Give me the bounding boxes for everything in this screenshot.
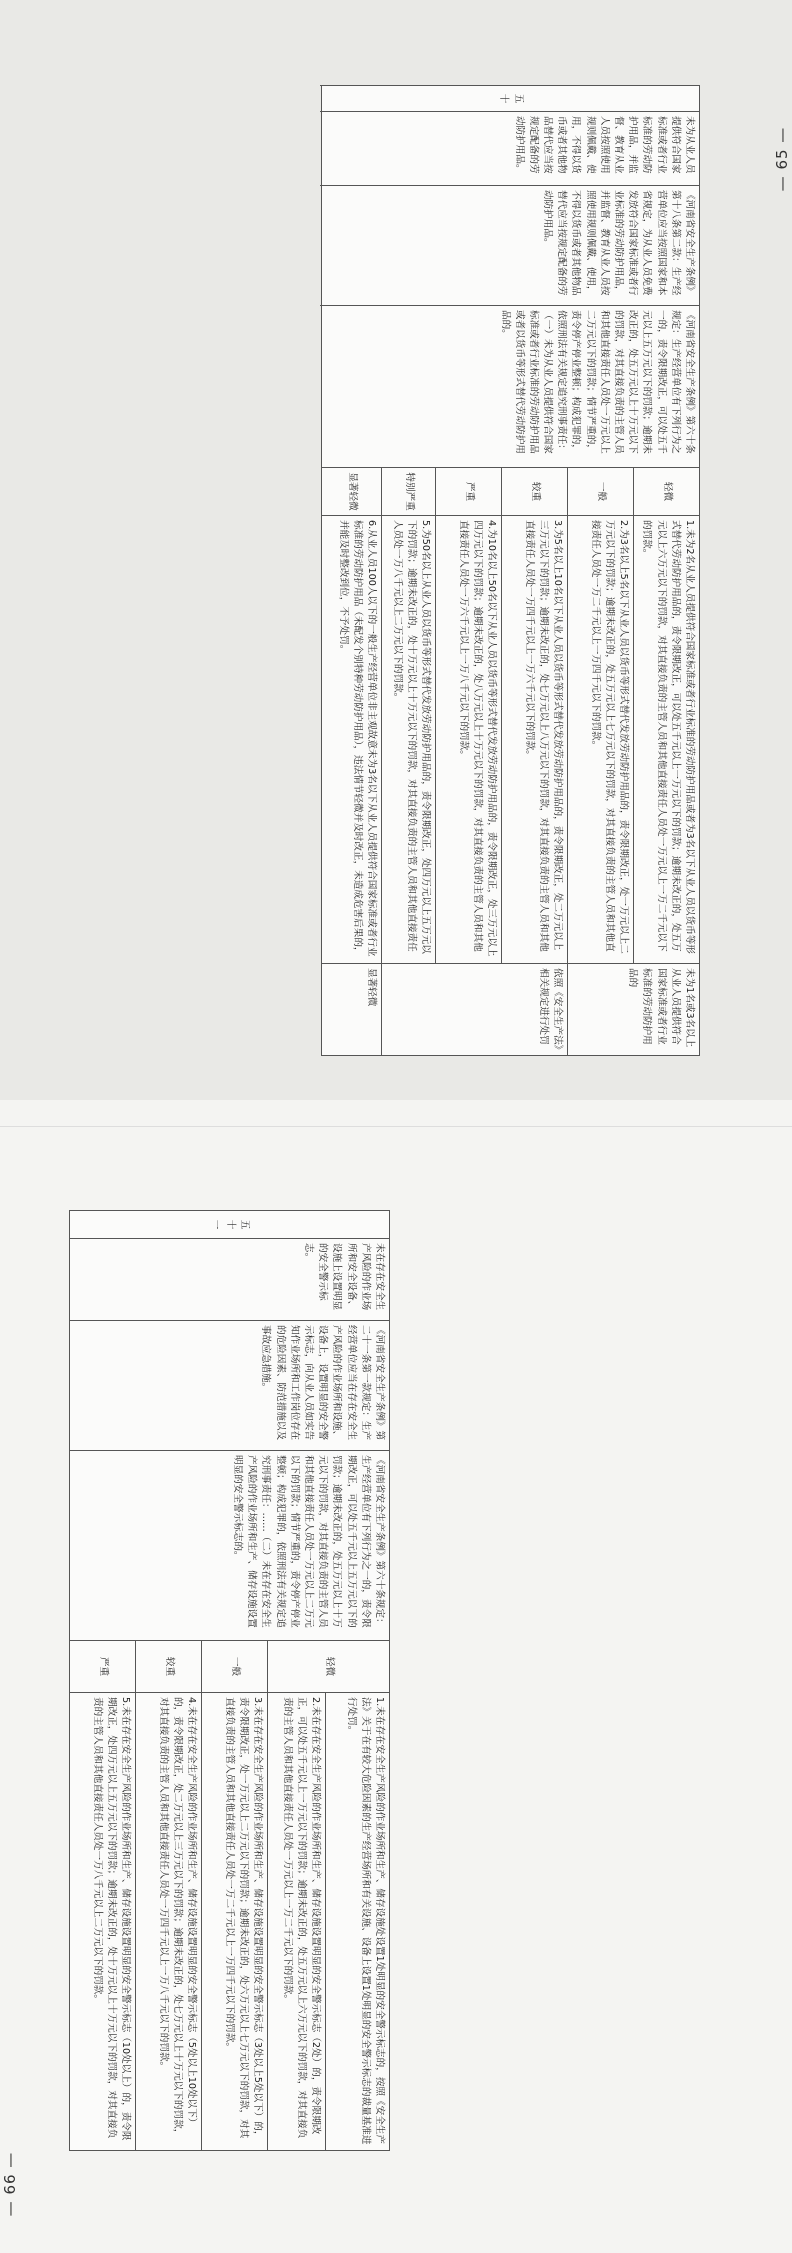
discretion-item-1: 1.未在存在安全生产风险的作业场所和生产、储存设施处设置1处明显的安全警示标志的，按照《安全生产法》关于在有较大危险因素的生产经营场所和有关设施、设备上设置1处明显的安全警示标志的裁量基准进行处罚。: [326, 1693, 390, 2151]
discretion-item-5: 5.未在存在安全生产风险的作业场所和生产、储存设施设置明显的安全警示标志（10处以上）的，责令限期改正，处四万元以上五万元以下的罚款；逾期未改正的，处十万元以上十万元以下的罚款，对其直接负责的主管人员和其他直接责任人员处一万八千元以上二万元以下的罚款。: [70, 1693, 136, 2151]
discretion-item-4: 4.为10名以上50名以下从业人员以货币等形式替代发放劳动防护用品的，责令限期改正，处三万元以上四万元以下的罚款；逾期未改正的，处八万元以上十万元以下的罚款，对其直接负责的主管人员和其他直接责任人员处一万六千元以上一万八千元以下的罚款。: [436, 516, 502, 964]
level-extra-severe: 特别严重: [382, 468, 436, 516]
row-number: 五十一: [70, 1211, 390, 1239]
discretion-item-1: 1.未为2名从业人员提供符合国家标准或者行业标准的劳动防护用品或者为3名以下从业人员以货币等形式替代劳动防护用品的，责令限期改正，可以处五千元以上一万元以下的罚款；逾期未改正的，处五万元以上六万元以下的罚款，对其直接负责的主管人员和其他直接责任人员处一万元以上一万二千元以下的罚款。: [634, 516, 700, 964]
violation-cell: 未为从业人员提供符合国家标准或者行业标准的劳动防护用品，并监督、教育从业人员按照使用规则佩戴、使用，不得以货币或者其他物品替代应当按规定配备的劳动防护用品。: [322, 112, 700, 186]
penalty-basis-cell: 《河南省安全生产条例》第六十条规定：生产经营单位有下列行为之一的，责令限期改正，可以处五千元以上五万元以下的罚款；逾期未改正的，处五万元以上十万元以下的罚款，对其直接负责的主管人员和其他直接责任人员处一万元以上二万元以下的罚款；情节严重的，责令停产停业整顿；构成犯罪的，依照刑法有关规定追究刑事责任：（一）未为从业人员提供符合国家标准或者行业标准的劳动防护用品或者以货币等形式替代劳动防护用品的。: [322, 306, 700, 468]
side-note-3: 显著轻微: [322, 964, 382, 1056]
penalty-table-row-50: [321, 85, 700, 1056]
level-severe: 严重: [70, 1641, 136, 1693]
level-light: 轻微: [268, 1641, 390, 1693]
discretion-item-6: 6.从业人员100人以下的一般生产经营单位非主观故意未为3名以下从业人员提供符合国家标准或者行业标准的劳动防护用品（未配发个别特种劳动防护用品），违法情节轻微并及时改正，未造成危害后果的，并能及时整改到位，不予处罚。: [322, 516, 382, 964]
level-normal: 一般: [202, 1641, 268, 1693]
violation-cell: 未在存在安全生产风险的作业场所和安全设备、设施上设置明显的安全警示标志。: [70, 1239, 390, 1321]
discretion-item-2: 2.为3名以上5名以下从业人员以货币等形式替代发放劳动防护用品的，责令限期改正，处一万元以上二万元以下的罚款；逾期未改正的，处五万元以上七万元以下的罚款，对其直接负责的主管人员和其他直接责任人员处一万二千元以上一万四千元以下的罚款。: [568, 516, 634, 964]
level-obvious-light: 显著轻微: [322, 468, 382, 516]
discretion-item-3: 3.未在存在安全生产风险的作业场所和生产、储存设施设置明显的安全警示标志（3处以上5处以下）的，责令限期改正，处一万元以上二万元以下的罚款；逾期未改正的，处六万元以上七万元以下的罚款，对其直接负责的主管人员和其他直接责任人员处一万二千元以上一万四千元以下的罚款。: [202, 1693, 268, 2151]
penalty-basis-cell: 《河南省安全生产条例》第六十条规定：生产经营单位有下列行为之一的，责令限期改正，可以处五千元以上五万元以下的罚款；逾期未改正的，处五万元以上十万元以下的罚款，对其直接负责的主管人员和其他直接责任人员处一万元以上二万元以下的罚款；情节严重的，责令停产停业整顿；构成犯罪的，依照刑法有关规定追究刑事责任：……（二）未在存在安全生产风险的作业场所和生产、储存设施设置明显的安全警示标志的。: [70, 1451, 390, 1641]
side-note-2: 依照《安全生产法》相关规定进行处罚: [382, 964, 568, 1056]
page-divider: [0, 1126, 792, 1127]
level-severe: 严重: [436, 468, 502, 516]
legal-basis-cell: 《河南省安全生产条例》第十八条第二款：生产经营单位应当按照国家和本省规定，为从业人员免费发放符合国家标准或者行业标准的劳动防护用品，并监督、教育从业人员按照使用规则佩戴、使用，不得以货币或者其他物品替代应当按规定配备的劳动防护用品。: [322, 186, 700, 306]
page-number-65: — 65 —: [773, 126, 791, 192]
legal-basis-cell: 《河南省安全生产条例》第二十一条第一款规定：生产经营单位应当在存在安全生产风险的作业场所和设施、设备上，设置明显的安全警示标志，向从业人员如实告知作业场所和工作岗位存在的危险因素、防范措施以及事故应急措施。: [70, 1321, 390, 1451]
level-heavy: 较重: [136, 1641, 202, 1693]
page-number-66: — 66 —: [1, 2151, 19, 2217]
row-number: 五十: [322, 86, 700, 112]
discretion-item-2: 2.未在存在安全生产风险的作业场所和生产、储存设施设置明显的安全警示标志（2处）的，责令限期改正，可以处五千元以上一万元以下的罚款；逾期未改正的，处五万元以上六万元以下的罚款，对其直接负责的主管人员和其他直接责任人员处一万元以上一万二千元以下的罚款。: [268, 1693, 326, 2151]
side-note-1: 未为1名或3名以上从业人员提供符合国家标准或者行业标准的劳动防护用品的: [568, 964, 700, 1056]
discretion-item-4: 4.未在存在安全生产风险的作业场所和生产、储存设施设置明显的安全警示标志（5处以上10处以下）的，责令限期改正，处二万元以上三万元以下的罚款；逾期未改正的，处七万元以上十万元以下的罚款，对其直接负责的主管人员和其他直接责任人员处一万四千元以上一万八千元以下的罚款。: [136, 1693, 202, 2151]
level-normal: 一般: [568, 468, 634, 516]
discretion-item-3: 3.为5名以上10名以下从业人员以货币等形式替代发放劳动防护用品的，责令限期改正，处二万元以上三万元以下的罚款；逾期未改正的，处七万元以上八万元以下的罚款，对其直接负责的主管人员和其他直接责任人员处一万四千元以上一万六千元以下的罚款。: [502, 516, 568, 964]
discretion-item-5: 5.为50名以上从业人员以货币等形式替代发放劳动防护用品的，责令限期改正，处四万元以上五万元以下的罚款；逾期未改正的，处十万元以上十万元以下的罚款，对其直接负责的主管人员和其他直接责任人员处一万八千元以上二万元以下的罚款。: [382, 516, 436, 964]
level-light: 轻微: [634, 468, 700, 516]
level-heavy: 较重: [502, 468, 568, 516]
penalty-table-row-51: [69, 1210, 390, 2151]
